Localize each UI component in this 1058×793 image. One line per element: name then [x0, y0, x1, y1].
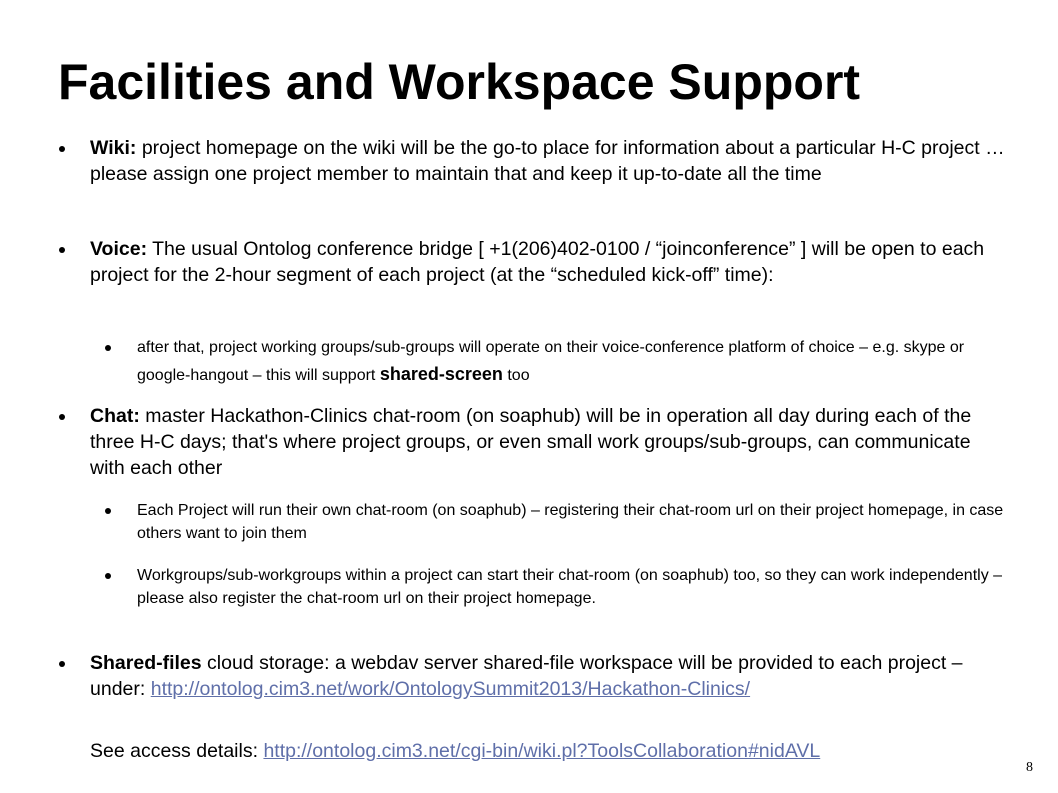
bullet-dot	[59, 661, 65, 667]
bullet-dot	[59, 247, 65, 253]
bullet-dot	[105, 573, 111, 579]
chat-sub1-text: Each Project will run their own chat-room (on soaphub) – registering their chat-room url on their project homepage, in case others want to join them	[137, 502, 1004, 542]
slide-title: Facilities and Workspace Support	[58, 54, 861, 110]
chat-text: master Hackathon-Clinics chat-room (on soaphub) will be in operation all day during each of the three H-C days; that's where project groups, or even small work groups/sub-groups, can communicate with each other	[90, 405, 972, 479]
bullet-shared-files	[90, 650, 1010, 702]
voice-sub-text: after that, project working groups/sub-groups will operate on their voice-conference platform of choice – e.g. skype or google-hangout – this will support	[137, 339, 965, 384]
access-details-link[interactable]: http://ontolog.cim3.net/cgi-bin/wiki.pl?ToolsCollaboration#nidAVL	[263, 740, 821, 762]
voice-sub-bold: shared-screen	[379, 364, 503, 384]
wiki-label: Wiki:	[90, 137, 137, 159]
bullet-wiki	[90, 135, 1010, 187]
workspace-link[interactable]: http://ontolog.cim3.net/work/OntologySummit2013/Hackathon-Clinics/	[150, 678, 751, 700]
voice-sub-tail: too	[502, 367, 530, 384]
sub-bullet-chat-project	[137, 499, 1017, 545]
bullet-dot	[105, 345, 111, 351]
chat-sub2-text: Workgroups/sub-workgroups within a project can start their chat-room (on soaphub) too, so they can work independently – please also register the chat-room url on their project homepage.	[137, 567, 1003, 607]
voice-text: The usual Ontolog conference bridge [ +1(206)402-0100 / “joinconference” ] will be open to each project for the 2-hour segment of each project (at the “scheduled kick-off” time):	[90, 238, 985, 286]
bullet-dot	[105, 508, 111, 514]
bullet-voice	[90, 236, 1010, 288]
shared-label: Shared-files	[90, 652, 202, 674]
sub-bullet-chat-workgroups	[137, 564, 1017, 610]
bullet-dot	[59, 414, 65, 420]
sub-bullet-voice-platform	[137, 335, 1017, 389]
see-access-text: See access details:	[90, 740, 264, 762]
wiki-text: project homepage on the wiki will be the go-to place for information about a particular H-C project … please assign one project member to maintain that and keep it up-to-date all the time	[90, 137, 1005, 185]
shared-text: cloud storage: a webdav server shared-file workspace will be provided to each project – under:	[90, 652, 963, 700]
chat-label: Chat:	[90, 405, 140, 427]
access-details-line	[90, 738, 820, 764]
page-number: 8	[1026, 760, 1033, 775]
voice-label: Voice:	[90, 238, 148, 260]
bullet-dot	[59, 146, 65, 152]
bullet-chat	[90, 403, 1010, 481]
